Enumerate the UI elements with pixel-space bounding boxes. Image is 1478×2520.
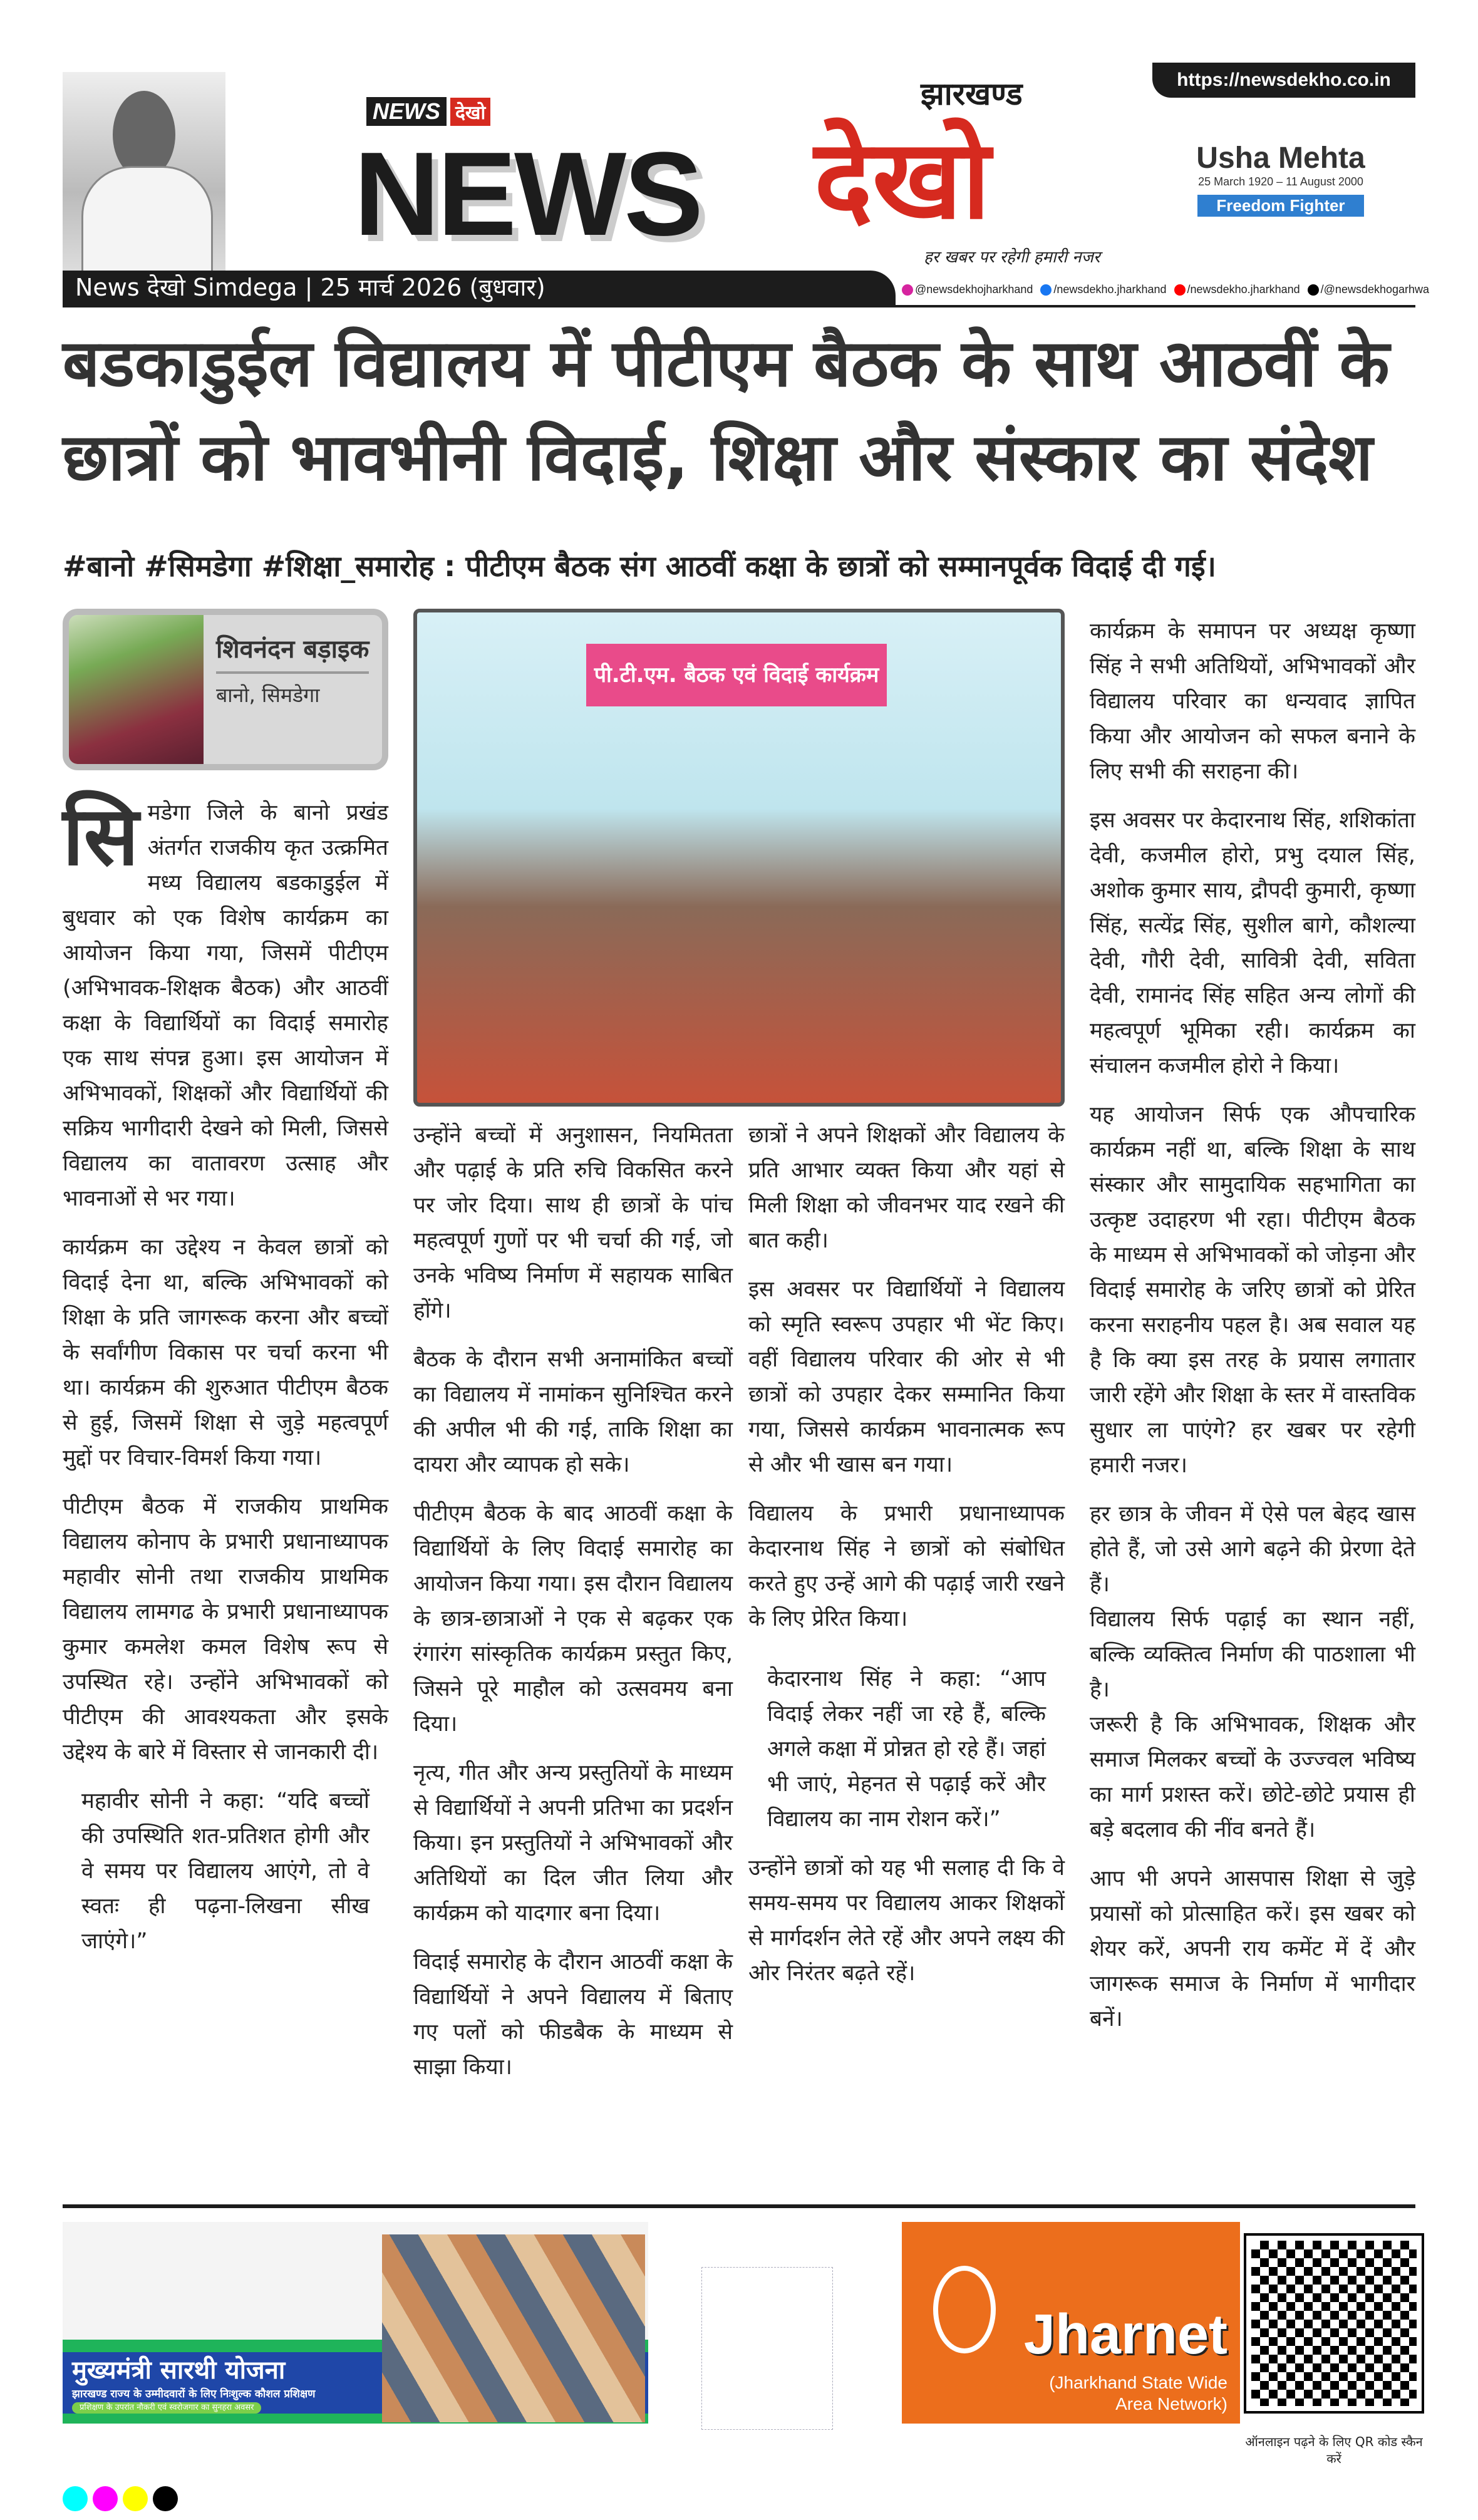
author-name: शिवनंदन बड़ाइक	[216, 634, 369, 674]
website-url-badge[interactable]: https://newsdekho.co.in	[1152, 63, 1415, 98]
masthead-news: NEWS	[354, 128, 701, 261]
paragraph: मडेगा जिले के बानो प्रखंड अंतर्गत राजकीय कृत उत्क्रमित मध्य विद्यालय बडकाडुईल में बुधवार को एक विशेष कार्यक्रम का आयोजन किया गया, जिसमें पीटीएम (अभिभावक-शिक्षक बैठक) और आठवीं कक्षा के विद्यार्थियों का विदाई समारोह एक साथ संपन्न हुआ। इस आयोजन में अभिभावकों, शिक्षकों और विद्यार्थियों की सक्रिय भागीदारी देखने को मिली, जिससे विद्यालय का वातावरण उत्साह और भावनाओं से भर गया।	[63, 800, 388, 1211]
paragraph: नृत्य, गीत और अन्य प्रस्तुतियों के माध्यम से विद्यार्थियों ने अपनी प्रतिभा का प्रदर्शन किया। इन प्रस्तुतियों ने अभिभावकों और अतिथियों का दिल जीत लिया और कार्यक्रम को यादगार बना दिया।	[413, 1760, 733, 1926]
footer-rule	[63, 2204, 1415, 2208]
paragraph: यह आयोजन सिर्फ एक औपचारिक कार्यक्रम नहीं था, बल्कि शिक्षा के साथ संस्कार और सामुदायिक सहभागिता का उत्कृष्ट उदाहरण भी रहा। पीटीएम बैठक के माध्यम से अभिभावकों को जोड़ना और विदाई समारोह के जरिए छात्रों को प्रेरित करना सराहनीय पहल है। अब सवाल यह है कि क्या इस तरह के प्रयास लगातार जारी रहेंगे और शिक्षा के स्तर में वास्तविक सुधार ला पाएंगे? हर खबर पर रहेगी हमारी नजर।	[1090, 1102, 1415, 1478]
article-column-2	[413, 1118, 733, 2099]
article-column-4	[1090, 614, 1415, 2050]
masthead-state: झारखण्ड	[921, 76, 1023, 112]
ad-title: मुख्यमंत्री सारथी योजना	[72, 2356, 286, 2385]
network-diagram-ad	[701, 2267, 833, 2430]
facebook-icon	[1040, 284, 1052, 296]
globe-icon	[933, 2266, 996, 2353]
paragraph: कार्यक्रम के समापन पर अध्यक्ष कृष्णा सिंह ने सभी अतिथियों, अभिभावकों और विद्यालय परिवार का धन्यवाद ज्ञापित किया और आयोजन को सफल बनाने के लिए सभी की सराहना की।	[1090, 619, 1415, 784]
paragraph: बैठक के दौरान सभी अनामांकित बच्चों का विद्यालय में नामांकन सुनिश्चित करने की अपील भी की गई, ताकि शिक्षा का दायरा और व्यापक हो सके।	[413, 1347, 733, 1477]
honoree-tag: Freedom Fighter	[1197, 195, 1363, 217]
subhead-container	[63, 546, 1415, 590]
paragraph: कार्यक्रम का उद्देश्य न केवल छात्रों को विदाई देना था, बल्कि अभिभावकों को शिक्षा के प्रति जागरूक करना और बच्चों के सर्वांगीण विकास पर चर्चा करना भी था। कार्यक्रम की शुरुआत पीटीएम बैठक से हुई, जिसमें शिक्षा से जुड़े महत्वपूर्ण मुद्दों पर विचार-विमर्श किया गया।	[63, 1235, 388, 1470]
paragraph: उन्होंने बच्चों में अनुशासन, नियमितता और पढ़ाई के प्रति रुचि विकसित करने पर जोर दिया। साथ ही छात्रों के पांच महत्वपूर्ण गुणों पर भी चर्चा की गई, जो उनके भविष्य निर्माण में सहायक साबित होंगे।	[413, 1123, 733, 1323]
small-logo-dekho: देखो	[450, 98, 490, 126]
cyan-dot	[63, 2486, 88, 2511]
honoree-dates: 25 March 1920 – 11 August 2000	[1198, 175, 1363, 188]
small-logo	[366, 97, 490, 126]
cmyk-registration-marks	[63, 2486, 178, 2511]
paragraph: पीटीएम बैठक में राजकीय प्राथमिक विद्यालय कोनाप के प्रभारी प्रधानाध्यापक महावीर सोनी तथा राजकीय प्राथमिक विद्यालय लामगढ के प्रभारी प्रधानाध्यापक कुमार कमलेश कमल विशेष रूप से उपस्थित रहे। उन्होंने अभिभावकों को पीटीएम की आवश्यकता और इसके उद्देश्य के बारे में विस्तार से जानकारी दी।	[63, 1494, 388, 1765]
edition-bar: News देखो Simdega | 25 मार्च 2026 (बुधवार)	[63, 271, 896, 305]
paragraph: जरूरी है कि अभिभावक, शिक्षक और समाज मिलकर बच्चों के उज्ज्वल भविष्य का मार्ग प्रशस्त करें। छोटे-छोटे प्रयास ही बड़े बदलाव की नींव बनते हैं।	[1090, 1712, 1415, 1842]
paragraph: छात्रों ने अपने शिक्षकों और विद्यालय के प्रति आभार व्यक्त किया और यहां से मिली शिक्षा को जीवनभर याद रखने की बात कही।	[748, 1123, 1065, 1253]
qr-caption: ऑनलाइन पढ़ने के लिए QR कोड स्कैन करें	[1245, 2434, 1423, 2466]
paragraph: उन्होंने छात्रों को यह भी सलाह दी कि वे समय-समय पर विद्यालय आकर शिक्षकों से मार्गदर्शन लेते रहें और अपने लक्ष्य की ओर निरंतर बढ़ते रहें।	[748, 1856, 1065, 1986]
author-location: बानो, सिमडेगा	[216, 683, 320, 707]
social-links	[902, 283, 1429, 296]
paragraph: इस अवसर पर केदारनाथ सिंह, शशिकांता देवी, कजमील होरो, प्रभु दयाल सिंह, अशोक कुमार साय, द्रौपदी कुमारी, कृष्णा सिंह, सत्येंद्र सिंह, सुशील बागे, कौशल्या देवी, गौरी देवी, सावित्री देवी, सविता देवी, रामानंद सिंह सहित अन्य लोगों की महत्वपूर्ण भूमिका रही। कार्यक्रम का संचालन कजमील होरो ने किया।	[1090, 808, 1415, 1078]
paragraph: पीटीएम बैठक के बाद आठवीं कक्षा के विद्यार्थियों के लिए विदाई समारोह का आयोजन किया गया। इस दौरान विद्यालय के छात्र-छात्राओं ने एक से बढ़कर एक रंगारंग सांस्कृतिक कार्यक्रम प्रस्तुत किए, जिसने पूरे माहौल को उत्सवमय बना दिया।	[413, 1501, 733, 1737]
honoree-name: Usha Mehta	[1196, 142, 1365, 175]
ad-photo-collage	[382, 2234, 645, 2422]
jharnet-brand: Jharnet	[1023, 2303, 1227, 2366]
article-photo	[413, 609, 1065, 1107]
drop-cap: सि	[63, 788, 139, 884]
instagram-icon	[902, 284, 913, 296]
article-column-3	[748, 1118, 1065, 2005]
honoree-portrait	[63, 72, 225, 272]
youtube-icon	[1174, 284, 1186, 296]
social-facebook[interactable]: /newsdekho.jharkhand	[1040, 283, 1166, 296]
social-x[interactable]: /@newsdekhogarhwa	[1308, 283, 1429, 296]
paragraph: इस अवसर पर विद्यार्थियों ने विद्यालय को स्मृति स्वरूप उपहार भी भेंट किए। वहीं विद्यालय परिवार की ओर से भी छात्रों को उपहार देकर सम्मानित किया गया, जिससे कार्यक्रम भावनात्मक रूप से और भी खास बन गया।	[748, 1277, 1065, 1477]
header-rule	[63, 305, 1415, 307]
ad-line: झारखण्ड राज्य के उम्मीदवारों के लिए निःशुल्क कौशल प्रशिक्षण	[72, 2388, 316, 2400]
jharnet-ad[interactable]	[902, 2222, 1240, 2424]
social-instagram[interactable]: @newsdekhojharkhand	[902, 283, 1033, 296]
x-icon	[1308, 284, 1319, 296]
article-headline: बडकाडुईल विद्यालय में पीटीएम बैठक के साथ आठवीं के छात्रों को भावभीनी विदाई, शिक्षा और संस्कार का संदेश	[63, 325, 1390, 495]
saarthi-yojana-ad[interactable]	[63, 2222, 648, 2424]
black-dot	[153, 2486, 178, 2511]
paragraph: विदाई समारोह के दौरान आठवीं कक्षा के विद्यार्थियों ने अपने विद्यालय में बिताए गए पलों को फीडबैक के माध्यम से साझा किया।	[413, 1949, 733, 2080]
ad-pill: प्रशिक्षण के उपरांत नौकरी एवं स्वरोजगार का सुनहरा अवसर	[72, 2402, 261, 2414]
paragraph: विद्यालय के प्रभारी प्रधानाध्यापक केदारनाथ सिंह ने छात्रों को संबोधित करते हुए उन्हें आगे की पढ़ाई जारी रखने के लिए प्रेरित किया।	[748, 1501, 1065, 1631]
author-photo	[69, 615, 204, 764]
paragraph: हर छात्र के जीवन में ऐसे पल बेहद खास होते हैं, जो उसे आगे बढ़ने की प्रेरणा देते हैं।	[1090, 1502, 1415, 1597]
quote: केदारनाथ सिंह ने कहा: “आप विदाई लेकर नहीं जा रहे हैं, बल्कि अगले कक्षा में प्रोन्नत हो रहे हैं। जहां भी जाएं, मेहनत से पढ़ाई करें और विद्यालय का नाम रोशन करें।”	[767, 1666, 1046, 1832]
yellow-dot	[123, 2486, 148, 2511]
article-subhead: #बानो #सिमडेगा #शिक्षा_समारोह : पीटीएम बैठक संग आठवीं कक्षा के छात्रों को सम्मानपूर्वक विदाई दी गई।	[63, 549, 1216, 583]
social-youtube[interactable]: /newsdekho.jharkhand	[1174, 283, 1300, 296]
headline-container	[63, 316, 1415, 523]
paragraph: विद्यालय सिर्फ पढ़ाई का स्थान नहीं, बल्कि व्यक्तित्व निर्माण की पाठशाला भी है।	[1090, 1607, 1415, 1702]
honoree-info	[1177, 141, 1384, 217]
masthead-tagline: हर खबर पर रहेगी हमारी नजर	[924, 248, 1100, 267]
magenta-dot	[93, 2486, 118, 2511]
author-byline	[63, 609, 388, 770]
small-logo-news: NEWS	[366, 97, 447, 126]
quote: महावीर सोनी ने कहा: “यदि बच्चों की उपस्थिति शत-प्रतिशत होगी और वे समय पर विद्यालय आएंगे, तो वे स्वतः ही पढ़ना-लिखना सीख जाएंगे।”	[81, 1789, 370, 1954]
jharnet-subtitle: (Jharkhand State Wide Area Network)	[1049, 2373, 1227, 2414]
photo-banner: पी.टी.एम. बैठक एवं विदाई कार्यक्रम	[586, 644, 887, 706]
masthead-dekho: देखो	[814, 116, 991, 244]
article-column-1	[63, 788, 388, 1973]
paragraph: आप भी अपने आसपास शिक्षा से जुड़े प्रयासों को प्रोत्साहित करें। इस खबर को शेयर करें, अपनी राय कमेंट में दें और जागरूक समाज के निर्माण में भागीदार बनें।	[1090, 1866, 1415, 2032]
qr-code[interactable]	[1246, 2236, 1422, 2411]
